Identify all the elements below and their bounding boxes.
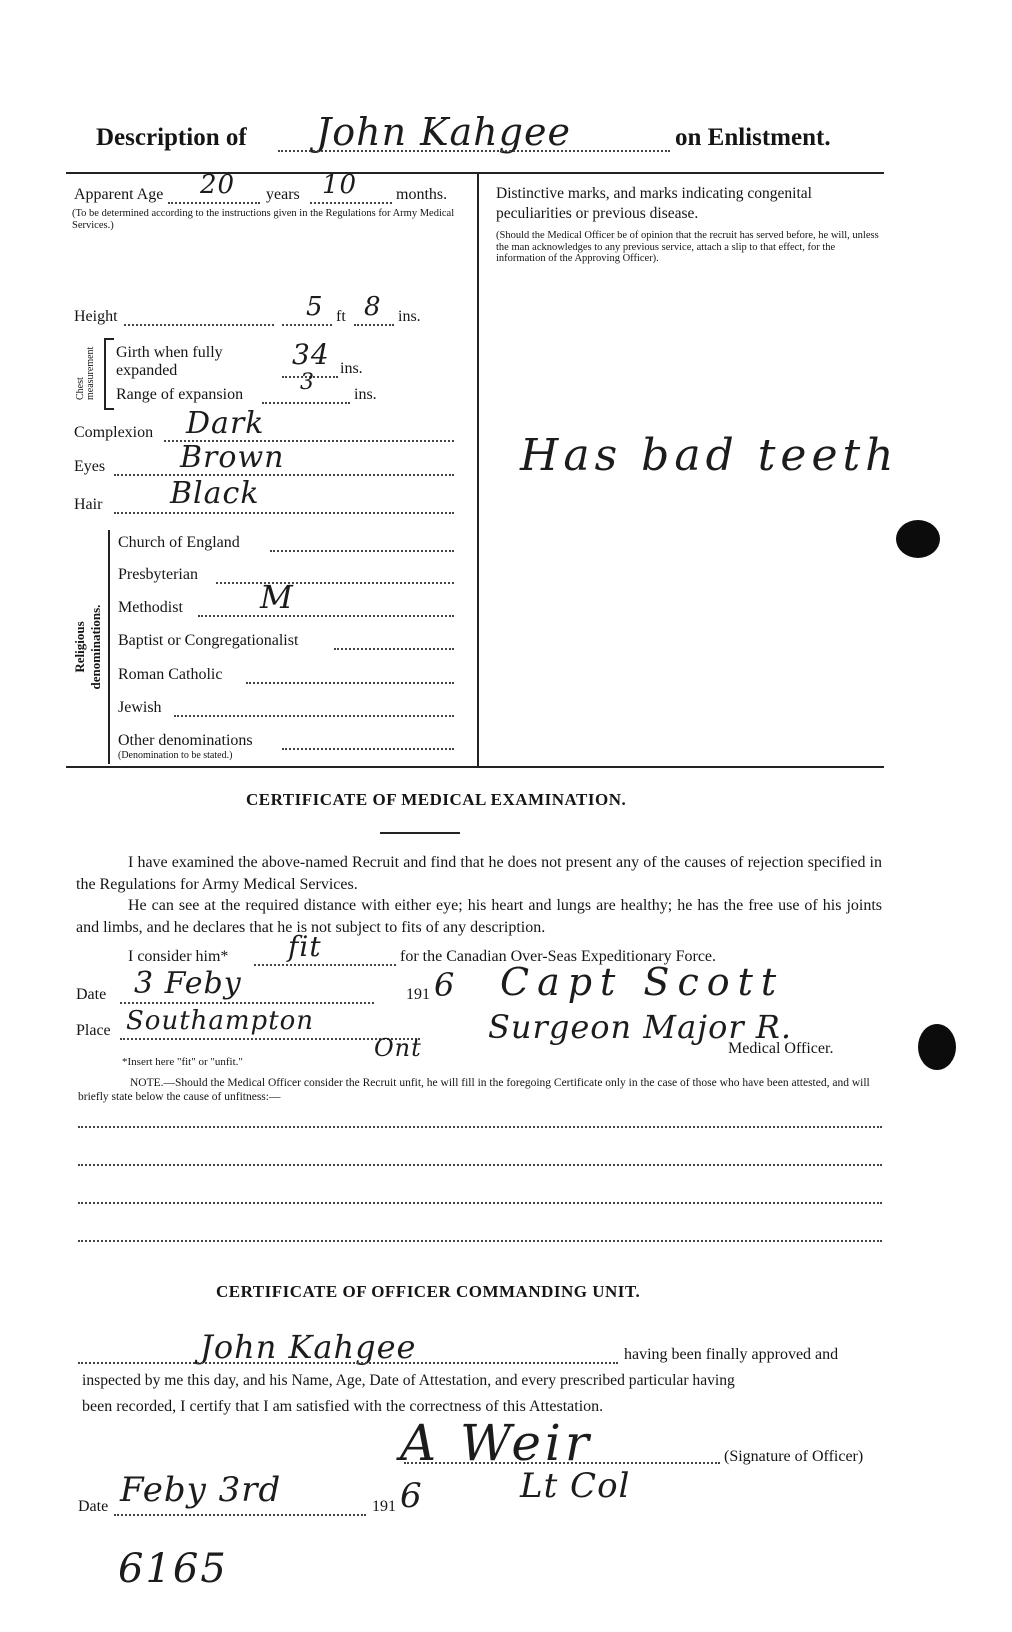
commanding-year-prefix: 191 [372, 1498, 396, 1515]
medical-heading-underline [380, 832, 460, 834]
commanding-heading: CERTIFICATE OF OFFICER COMMANDING UNIT. [216, 1282, 641, 1301]
religion-line [246, 682, 454, 684]
unfitness-line-4 [78, 1240, 882, 1242]
range-label: Range of expansion [116, 386, 244, 403]
medical-date-label: Date [76, 986, 107, 1003]
place-extra: Ont [374, 1034, 422, 1062]
signature-line [404, 1462, 720, 1464]
religion-line [198, 615, 454, 617]
religion-presbyterian: Presbyterian [118, 566, 198, 583]
medical-officer-signature: Capt Scott [500, 960, 785, 1004]
marks-entry: Has bad teeth [520, 430, 899, 481]
medical-heading: CERTIFICATE OF MEDICAL EXAMINATION. [246, 790, 627, 809]
registration-number: 6165 [118, 1546, 228, 1592]
religion-heading: Religious denominations. [72, 604, 103, 690]
height-ft-value: 5 [306, 292, 324, 322]
consider-label: I consider him* [128, 948, 229, 965]
religion-line [216, 582, 454, 584]
commanding-date-line [114, 1514, 366, 1516]
hair-label: Hair [74, 496, 103, 513]
chest-label: Chest measurement [75, 346, 96, 400]
marks-heading: Distinctive marks, and marks indicating congenital peculiarities or previous disease. [496, 185, 812, 222]
eyes-line [114, 474, 454, 476]
commanding-rank: Lt Col [520, 1466, 631, 1506]
apparent-age-label: Apparent Age [74, 186, 164, 203]
medical-para-1: I have examined the above-named Recruit and find that he does not present any of the causes of rejection specified in the Regulations for Army Medical Services. [76, 854, 882, 893]
ink-blot-2 [918, 1024, 956, 1070]
name-line [278, 150, 670, 152]
recruit-name-header: John Kahgee [316, 110, 571, 154]
religion-jewish: Jewish [118, 699, 162, 716]
complexion-value: Dark [186, 406, 265, 441]
girth-unit: ins. [340, 360, 363, 377]
commanding-line-1: having been finally approved and [624, 1346, 839, 1363]
religion-line [282, 748, 454, 750]
medical-officer-label: Medical Officer. [728, 1040, 834, 1057]
medical-year-digit: 6 [434, 966, 456, 1004]
religion-roman-catholic: Roman Catholic [118, 666, 223, 683]
commanding-signature: A Weir [400, 1414, 593, 1472]
religion-brace [108, 530, 116, 764]
medical-officer-rank: Surgeon Major R. [488, 1008, 793, 1046]
other-note: (Denomination to be stated.) [118, 750, 233, 761]
range-value: 3 [300, 370, 315, 395]
religion-line [174, 715, 454, 717]
hair-value: Black [170, 476, 260, 511]
height-line [124, 324, 274, 326]
ft-label: ft [336, 308, 346, 325]
height-in-line [354, 324, 394, 326]
height-label: Height [74, 308, 118, 325]
force-text: for the Canadian Over-Seas Expeditionary Force. [400, 948, 717, 965]
commanding-year-digit: 6 [400, 1476, 423, 1516]
place-value: Southampton [126, 1006, 315, 1036]
medical-para-2: He can see at the required distance with either eye; his heart and lungs are healthy; he has the free use of his joints and limbs, and he declares that he is not subject to fits of any description. [76, 897, 882, 936]
consider-line [254, 964, 396, 966]
range-line [262, 402, 350, 404]
age-months-line [310, 202, 392, 204]
commanding-line-3: been recorded, I certify that I am satisfied with the correctness of this Attestation. [82, 1398, 604, 1415]
commanding-line-2: inspected by me this day, and his Name, Age, Date of Attestation, and every prescribed particular having [82, 1372, 735, 1389]
unfitness-line-2 [78, 1164, 882, 1166]
chest-brace [104, 338, 114, 410]
height-in-value: 8 [364, 292, 382, 322]
commanding-name-line [78, 1362, 618, 1364]
top-rule [66, 172, 884, 174]
insert-note: *Insert here "fit" or "unfit." [122, 1056, 243, 1068]
place-label: Place [76, 1022, 111, 1039]
medical-year-prefix: 191 [406, 986, 430, 1003]
religion-baptist: Baptist or Congregationalist [118, 632, 299, 649]
medical-note: NOTE.—Should the Medical Officer consider the Recruit unfit, he will fill in the foregoing Certificate only in the case of those who have been attested, and will briefly state below the cause of unfitness:— [78, 1077, 870, 1103]
age-years-value: 20 [200, 170, 236, 200]
section-rule [66, 766, 884, 768]
age-years-line [168, 202, 260, 204]
title-suffix: on Enlistment. [675, 124, 831, 151]
religion-other: Other denominations [118, 732, 253, 749]
eyes-label: Eyes [74, 458, 106, 475]
age-months-value: 10 [322, 170, 358, 200]
religion-line [270, 550, 454, 552]
ins-label: ins. [398, 308, 421, 325]
religion-methodist: Methodist [118, 599, 183, 616]
eyes-value: Brown [180, 440, 285, 475]
methodist-mark: M [260, 578, 294, 616]
ink-blot [896, 520, 940, 558]
religion-line [334, 648, 454, 650]
title-prefix: Description of [96, 124, 247, 151]
religion-church-of-england: Church of England [118, 534, 240, 551]
girth-value: 34 [292, 338, 330, 371]
marks-note: (Should the Medical Officer be of opinion that the recruit has served before, he will, unless the man acknowledges to any previous service, attach a slip to that effect, for the information of the Approving Officer). [496, 230, 879, 264]
commanding-date-label: Date [78, 1498, 109, 1515]
age-note: (To be determined according to the instructions given in the Regulations for Army Medical Services.) [72, 208, 455, 231]
signature-label: (Signature of Officer) [724, 1448, 864, 1465]
consider-value: fit [288, 930, 322, 963]
girth-label: Girth when fully expanded [116, 344, 223, 379]
unfitness-line-3 [78, 1202, 882, 1204]
commanding-name: John Kahgee [200, 1328, 417, 1366]
range-unit: ins. [354, 386, 377, 403]
height-ft-line [282, 324, 332, 326]
years-label: years [266, 186, 300, 203]
commanding-date-value: Feby 3rd [120, 1470, 282, 1510]
complexion-label: Complexion [74, 424, 154, 441]
hair-line [114, 512, 454, 514]
unfitness-line-1 [78, 1126, 882, 1128]
column-divider [477, 174, 479, 766]
medical-date-line [120, 1002, 374, 1004]
months-label: months. [396, 186, 448, 203]
medical-date-value: 3 Feby [134, 966, 242, 1001]
